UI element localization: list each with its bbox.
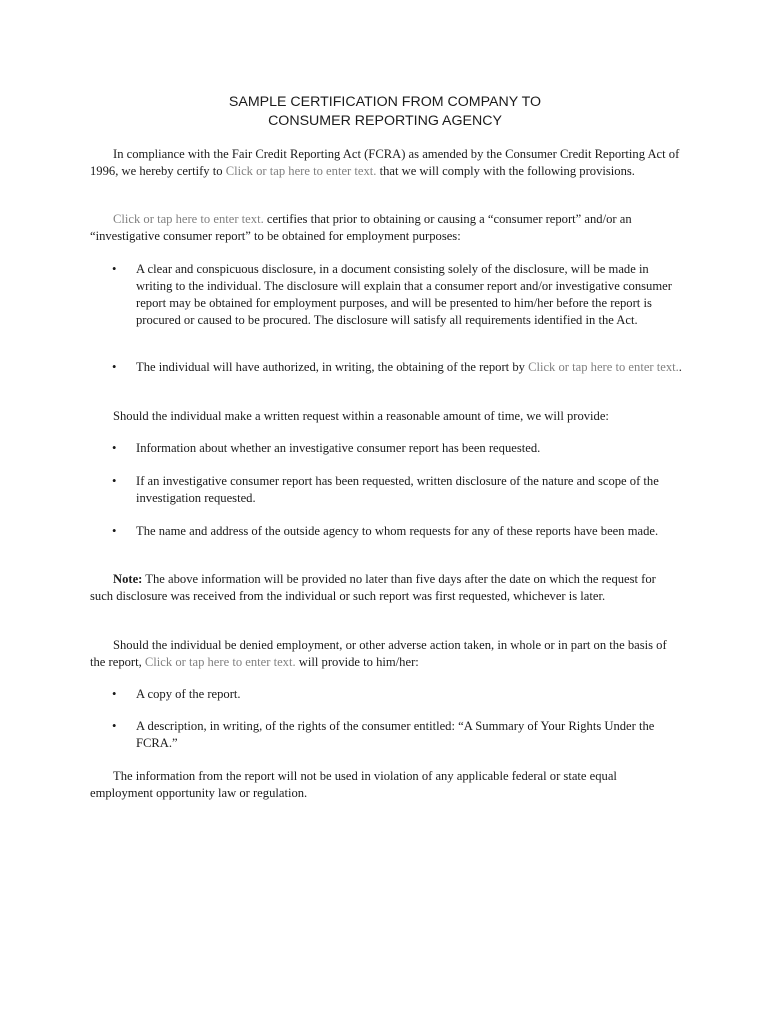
- title-line-2: CONSUMER REPORTING AGENCY: [268, 113, 502, 129]
- list-item-text: Information about whether an investigative consumer report has been requested.: [136, 441, 541, 455]
- adverse-action-company-field[interactable]: Click or tap here to enter text.: [144, 655, 296, 669]
- adverse-action-text-end: will provide to him/her:: [295, 655, 419, 669]
- list-item-text: A copy of the report.: [136, 687, 241, 701]
- bullet-icon: •: [112, 687, 117, 701]
- authorization-field[interactable]: Click or tap here to enter text.: [528, 360, 679, 374]
- note-label: Note:: [113, 572, 143, 586]
- bullet-icon: •: [112, 719, 117, 733]
- request-paragraph: Should the individual make a written request within a reasonable amount of time, we will provide:: [113, 409, 609, 423]
- intro-text-end: that we will comply with the following provisions.: [376, 164, 635, 178]
- title-line-1: SAMPLE CERTIFICATION FROM COMPANY TO: [228, 94, 542, 110]
- page-title: [0, 93, 770, 131]
- adverse-action-text: Should the individual be denied employment, or other adverse action taken, in whole or in part on the basis of the report,: [90, 638, 667, 669]
- company-name-field[interactable]: Click or tap here to enter text.: [225, 164, 377, 178]
- certification-text: certifies that prior to obtaining or causing a “consumer report” and/or an “investigative consumer report” to be obtained for employment purposes:: [90, 212, 632, 243]
- bullet-icon: •: [112, 360, 117, 374]
- bullet-icon: •: [112, 262, 117, 276]
- intro-paragraph: [90, 146, 680, 180]
- adverse-action-paragraph: [90, 637, 680, 671]
- authorization-text: The individual will have authorized, in writing, the obtaining of the report by: [136, 360, 529, 374]
- intro-text-start: In compliance with the Fair Credit Reporting Act (FCRA) as amended by the Consumer Credit Reporting Act of 1996, we hereby certify to: [90, 147, 680, 178]
- closing-paragraph: The information from the report will not be used in violation of any applicable federal or state equal employment opportunity law or regulation.: [90, 769, 617, 800]
- list-item-text: A description, in writing, of the rights of the consumer entitled: “A Summary of Your Rights Under the FCRA.”: [136, 719, 655, 750]
- bullet-icon: •: [112, 524, 117, 538]
- authorization-text-end: .: [678, 360, 682, 374]
- list-item-text: The name and address of the outside agency to whom requests for any of these reports have been made.: [136, 524, 659, 538]
- certification-paragraph: [90, 211, 680, 245]
- bullet-icon: •: [112, 441, 117, 455]
- note-text: The above information will be provided no later than five days after the date on which the request for such disclosure was received from the individual or such report was first requested, whichever is later.: [90, 572, 656, 603]
- list-item-text: A clear and conspicuous disclosure, in a document consisting solely of the disclosure, will be made in writing to the individual. The disclosure will explain that a consumer report and/or investigative consumer report may be obtained for employment purposes, and will be presented to him/her before the report is procured or caused to be procured. The disclosure will satisfy all requirements identified in the Act.: [136, 262, 672, 327]
- bullet-icon: •: [112, 474, 117, 488]
- certifying-company-field[interactable]: Click or tap here to enter text.: [113, 212, 264, 226]
- list-item-text: If an investigative consumer report has been requested, written disclosure of the nature and scope of the investigation requested.: [136, 474, 659, 505]
- list-item-text: [136, 359, 682, 376]
- note-paragraph: [90, 571, 680, 605]
